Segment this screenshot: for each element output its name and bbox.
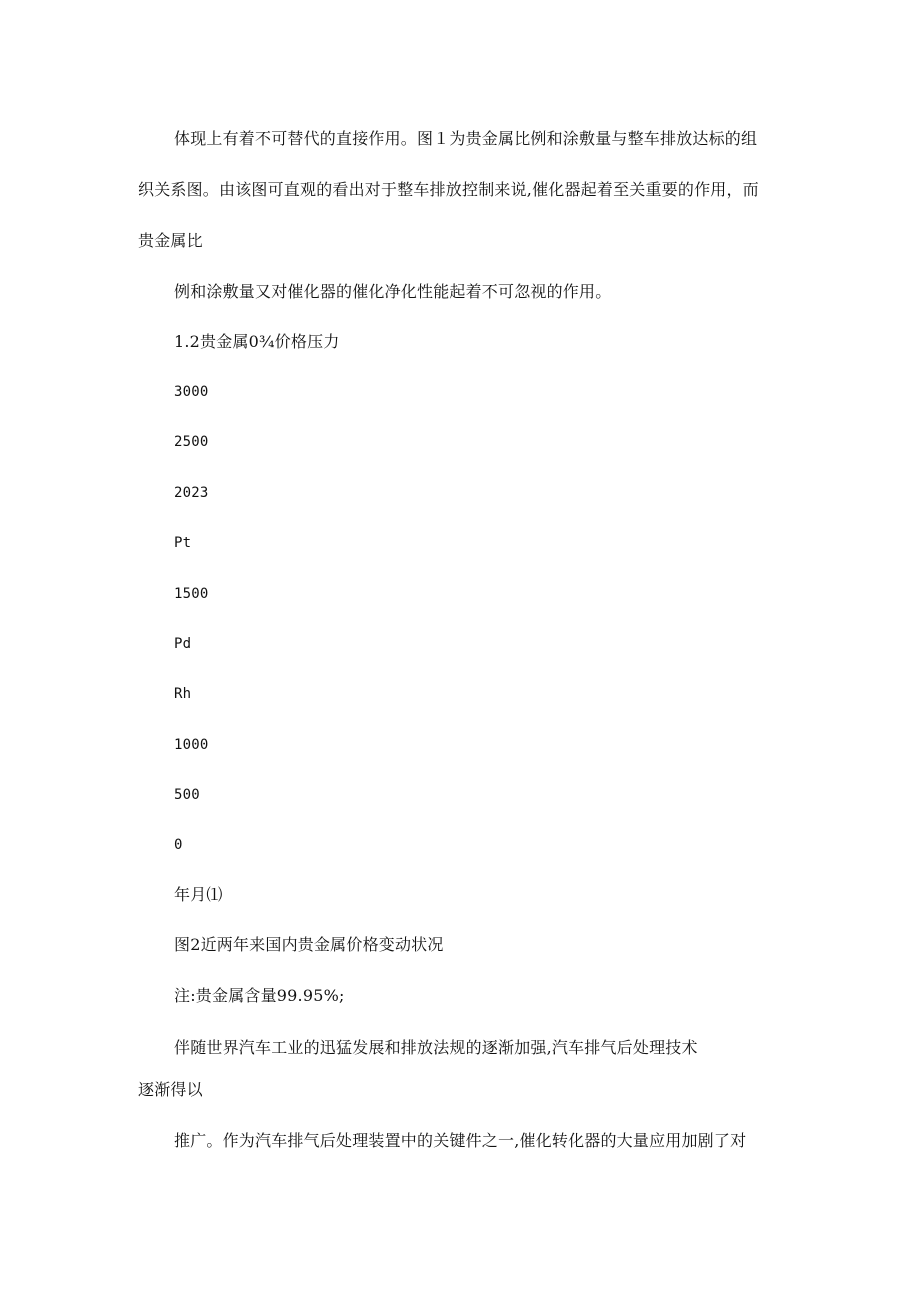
figure-text: 1500 [174,586,209,602]
figure-text: 2023 [174,485,209,501]
figure-text: 2500 [174,434,209,450]
figure-text: 3000 [174,384,209,400]
paragraph-line: 例和涂敷量又对催化器的催化净化性能起着不可忽视的作用。 [174,282,612,301]
figure-text: Pd [174,636,192,652]
figure-text: Pt [174,535,192,551]
paragraph-line: 贵金属比 [138,231,203,250]
figure-text: Rh [174,686,192,702]
figure-text: 年月⑴ [174,885,223,904]
section-heading: 1.2贵金属0¾价格压力 [174,332,340,351]
figure-text: 0 [174,837,183,853]
paragraph-line: 推广。作为汽车排气后处理装置中的关键件之一,催化转化器的大量应用加剧了对 [174,1131,747,1150]
figure-text: 1000 [174,737,209,753]
figure-caption: 图2近两年来国内贵金属价格变动状况 [174,935,444,954]
figure-note: 注:贵金属含量99.95%; [174,986,345,1005]
paragraph-line: 织关系图。由该图可直观的看出对于整车排放控制来说,催化器起着至关重要的作用，而 [138,180,759,199]
paragraph-line: 体现上有着不可替代的直接作用。图１为贵金属比例和涂敷量与整车排放达标的组 [174,129,758,148]
paragraph-line: 伴随世界汽车工业的迅猛发展和排放法规的逐渐加强,汽车排气后处理技术 [174,1038,698,1057]
figure-text: 500 [174,787,200,803]
paragraph-line: 逐渐得以 [138,1080,203,1099]
